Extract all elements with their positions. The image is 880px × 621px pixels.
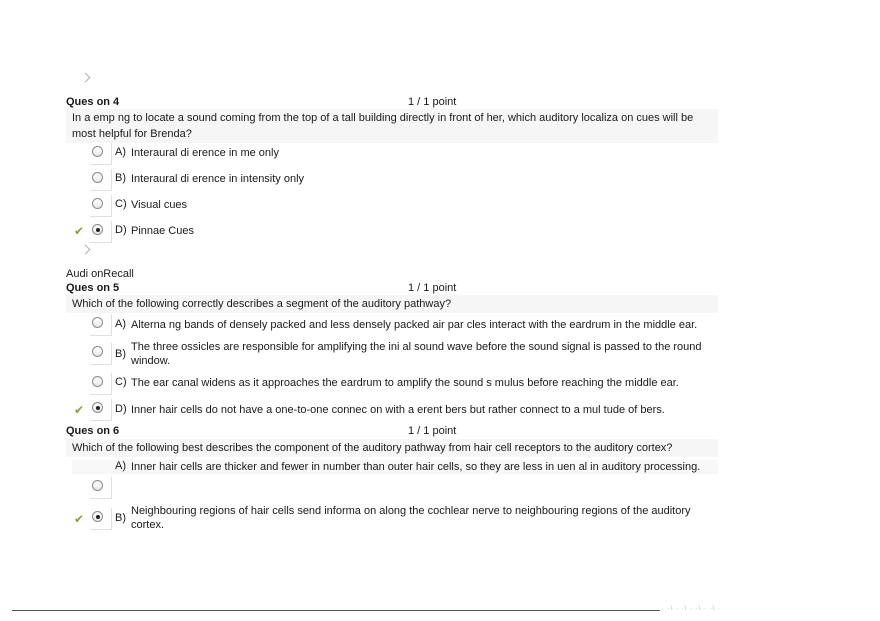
question-6-text: Which of the following best describes the component of the auditory pathway from hair cell receptors to the auditory cortex? — [66, 439, 718, 457]
q6-option-a-letter: A) — [115, 460, 126, 472]
footer-divider — [12, 610, 660, 611]
question-5-points: 1 / 1 point — [408, 282, 457, 294]
question-4-label: Ques on 4 — [66, 96, 120, 108]
q5-option-c-radio[interactable] — [90, 373, 112, 395]
correct-check-icon: ✔ — [74, 403, 85, 417]
q5-option-c-letter: C) — [115, 376, 127, 388]
question-6-points: 1 / 1 point — [408, 425, 457, 437]
q5-option-d-radio[interactable] — [90, 399, 112, 421]
q5-option-a-radio[interactable] — [90, 314, 112, 336]
q5-option-d-letter: D) — [115, 403, 127, 415]
q4-option-b-radio[interactable] — [90, 169, 112, 191]
q4-option-a-text: Interaural di erence in me only — [131, 147, 279, 159]
q5-option-b-radio[interactable] — [90, 343, 112, 365]
q5-option-d-text: Inner hair cells do not have a one-to-one connec on with a erent bers but rather connect to a mul tude of bers. — [131, 404, 665, 416]
q6-option-a-text: Inner hair cells are thicker and fewer in number than outer hair cells, so they are less in uen al in auditory processing. — [131, 461, 701, 473]
q4-option-c-letter: C) — [115, 198, 127, 210]
q4-option-d-letter: D) — [115, 224, 127, 236]
q6-option-b-letter: B) — [115, 512, 126, 524]
q4-option-a-radio[interactable] — [90, 143, 112, 165]
q4-option-c-text: Visual cues — [131, 199, 188, 211]
footer-dots: · ·\ · ·\ · ·\ · ·\ · — [662, 606, 721, 612]
q4-option-b-letter: B) — [115, 172, 126, 184]
q6-option-b-text: Neighbouring regions of hair cells send informa on along the cochlear nerve to neighbouring regions of the auditory cortex. — [131, 505, 691, 531]
question-4-text: In a emp ng to locate a sound coming from the top of a tall building directly in front of her, which auditory localiza on cues will be most helpful for Brenda? — [66, 109, 718, 143]
q4-option-a-letter: A) — [115, 146, 126, 158]
q5-option-c-text: The ear canal widens as it approaches the eardrum to amplify the sound s mulus before reaching the middle ear. — [131, 377, 679, 389]
question-6-label: Ques on 6 — [66, 425, 120, 437]
question-4-points: 1 / 1 point — [408, 96, 457, 108]
q6-option-a-radio[interactable] — [90, 477, 112, 499]
q4-option-b-text: Interaural di erence in intensity only — [131, 173, 305, 185]
correct-check-icon: ✔ — [74, 512, 85, 526]
q4-option-d-text: Pinnae Cues — [131, 225, 194, 237]
q5-option-a-letter: A) — [115, 318, 126, 330]
section-label: Audi onRecall — [66, 268, 134, 280]
q4-option-d-radio[interactable] — [90, 221, 112, 243]
chevron-right-icon[interactable] — [81, 245, 91, 255]
q5-option-b-text: The three ossicles are responsible for amplifying the ini al sound wave before the sound signal is passed to the round window. — [131, 341, 702, 367]
q6-option-b-radio[interactable] — [90, 508, 112, 530]
correct-check-icon: ✔ — [74, 224, 85, 238]
chevron-right-icon[interactable] — [81, 73, 91, 83]
question-5-label: Ques on 5 — [66, 282, 120, 294]
q5-option-a-text: Alterna ng bands of densely packed and less densely packed air par cles interact with the eardrum in the middle ear. — [131, 319, 698, 331]
q4-option-c-radio[interactable] — [90, 195, 112, 217]
question-5-text: Which of the following correctly describes a segment of the auditory pathway? — [66, 295, 718, 313]
q5-option-b-letter: B) — [115, 348, 126, 360]
